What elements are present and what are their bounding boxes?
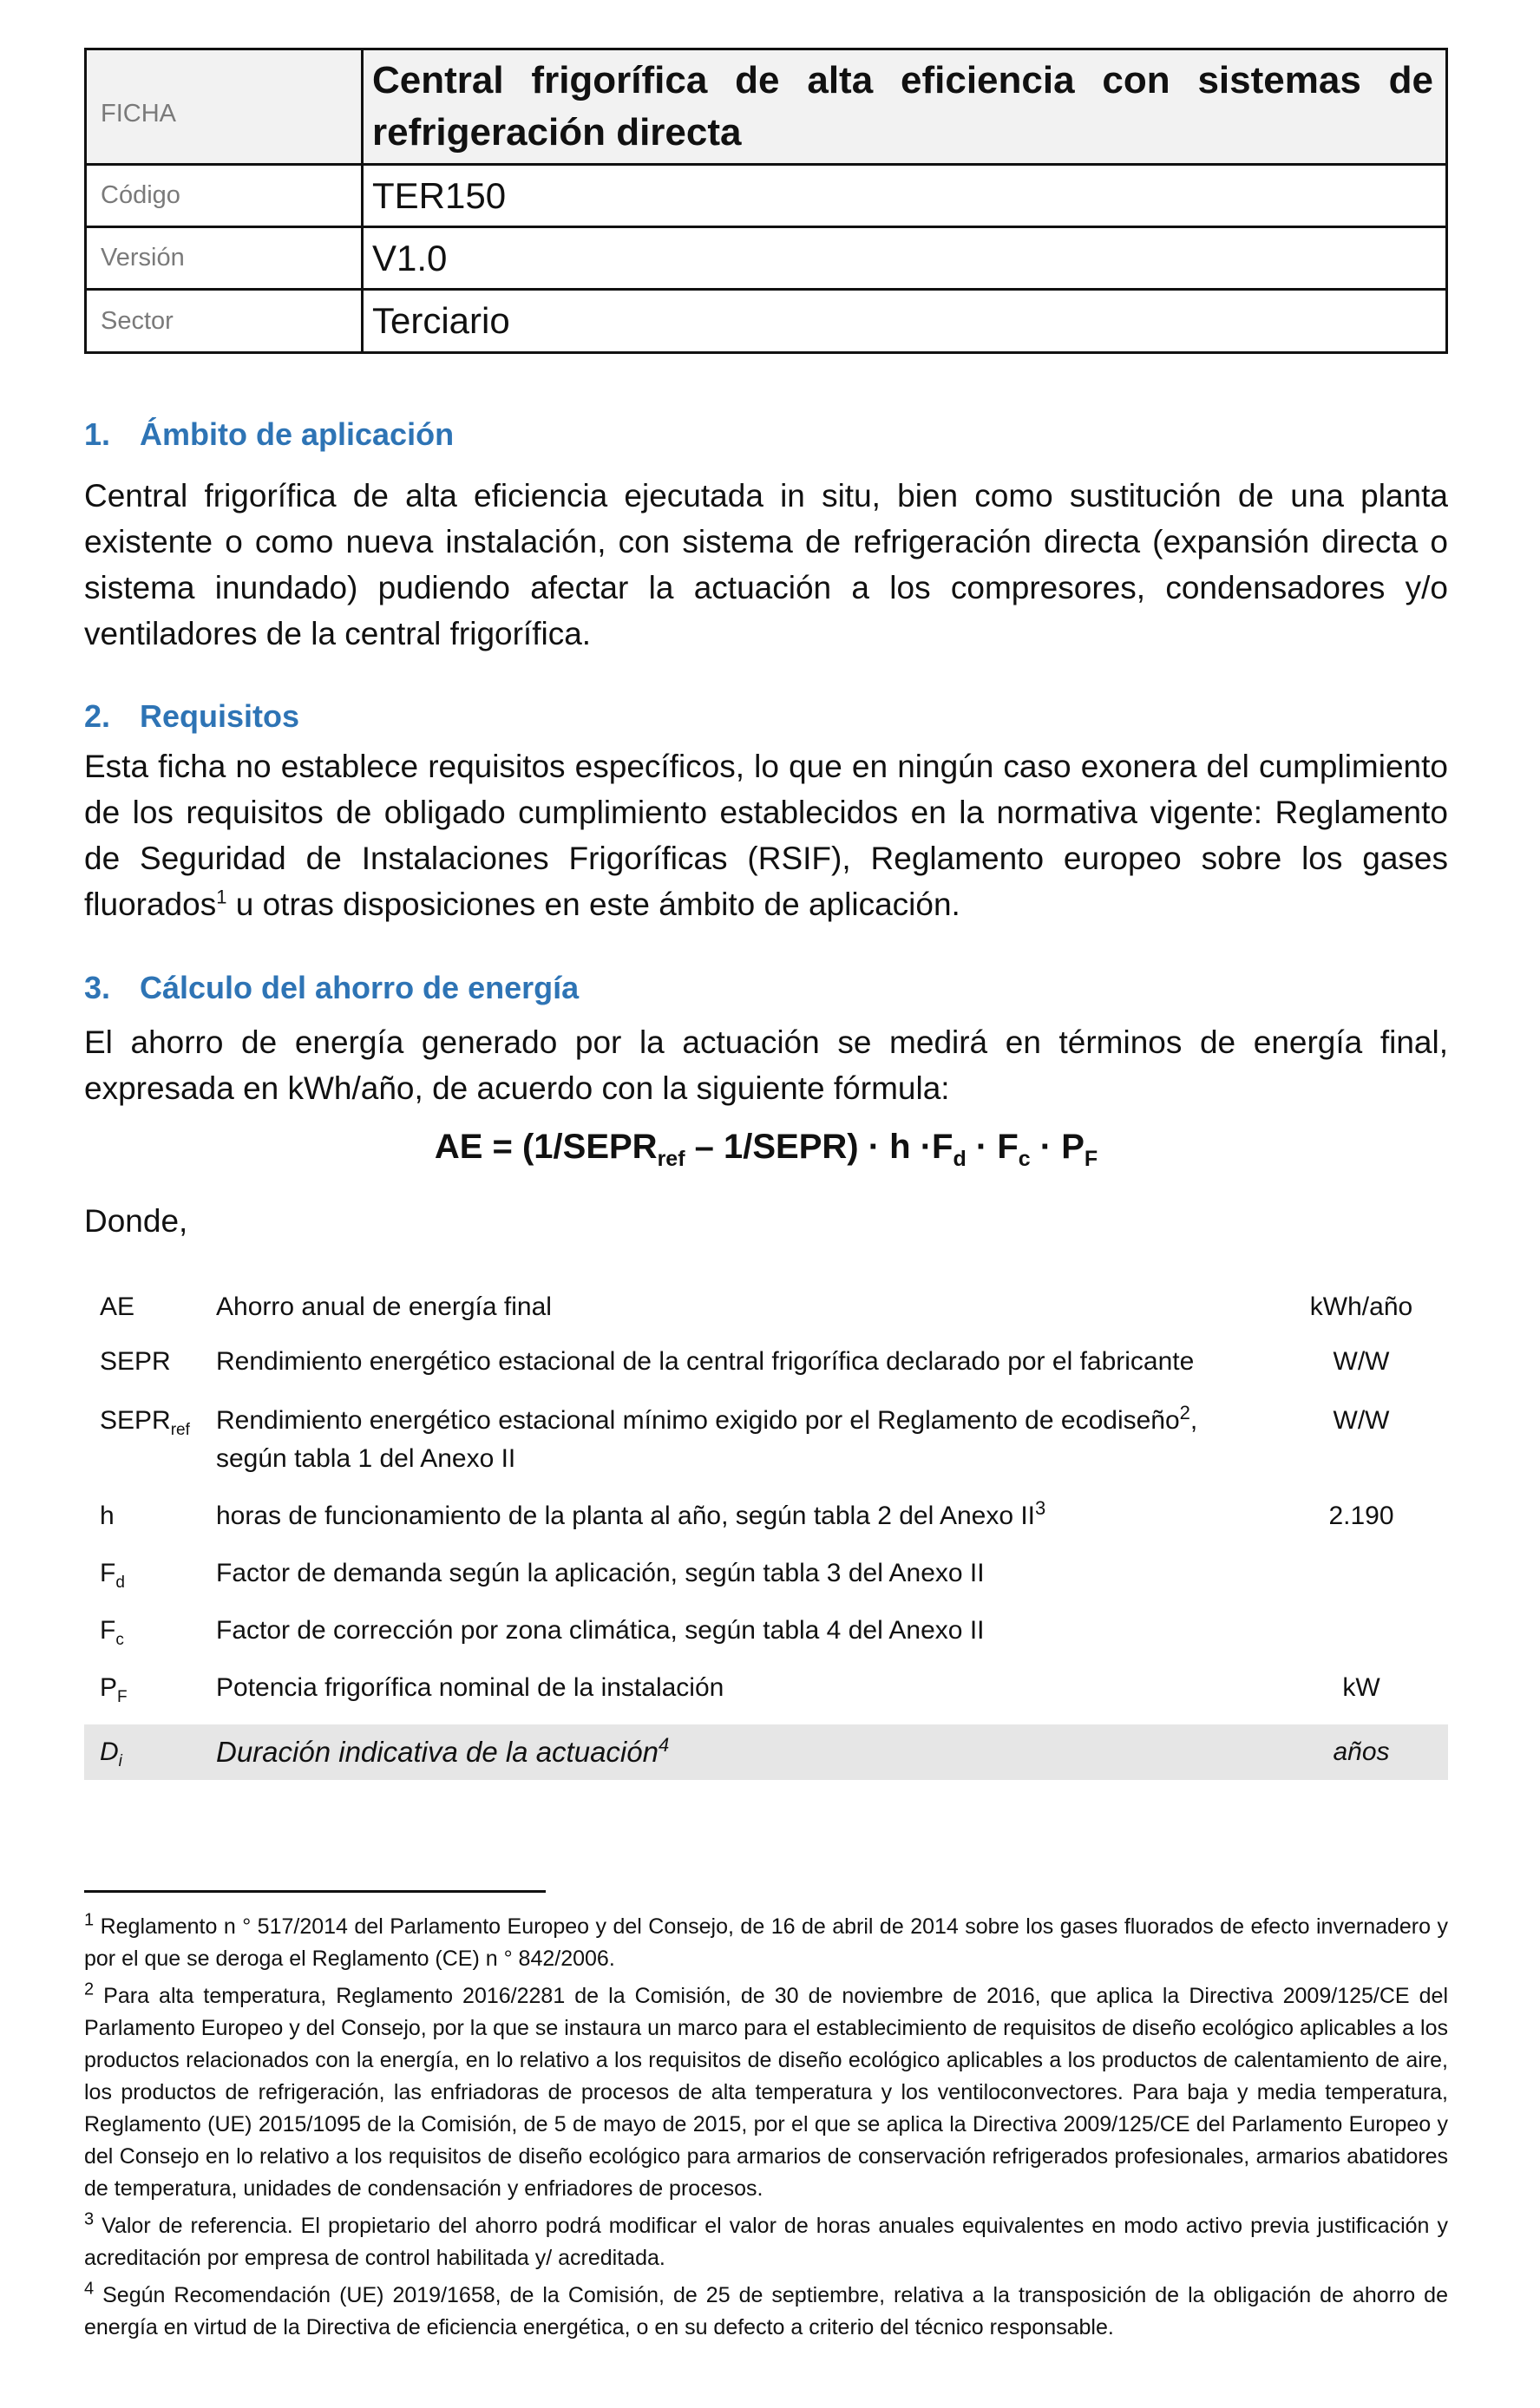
variable-symbol: $F_d$ [100,1559,125,1592]
ficha-title: Central frigorífica de alta eficiencia con sistemas de refrigeración directa [363,49,1447,165]
section-2-text [84,743,1448,927]
variable-row [84,1669,1448,1724]
variable-row [84,1554,1448,1612]
variable-description: Potencia frigorífica nominal de la instalación [216,1673,724,1702]
variable-symbol: $F_c$ [100,1616,124,1649]
section-1-heading [84,416,454,453]
codigo-label: Código [86,165,363,227]
footnote-ref-2[interactable]: 2 [1179,1402,1190,1423]
codigo-value: TER150 [363,165,1447,227]
variable-unit: W/W [1333,1406,1390,1435]
variable-description: Duración indicativa de la actuación$^4$ [216,1724,1275,1780]
variable-unit [1275,1554,1448,1612]
variable-description: Rendimiento energético estacional de la central frigorífica declarado por el fabricante [216,1347,1195,1376]
footnotes [84,1911,1448,2349]
variable-unit: W/W [1333,1347,1390,1376]
variable-symbol: $D_i$ [84,1724,216,1780]
variable-symbol: h [100,1502,115,1530]
savings-formula [84,1128,1448,1171]
footnote-ref-1[interactable]: 1 [216,886,227,908]
section-2-number: 2. [84,698,111,734]
variable-row [84,1402,1448,1497]
footnote-2: $^2$ Para alta temperatura, Reglamento 2016/2281 de la Comisión, de 30 de noviembre de 2016, que aplica la Directiva 2009/125/CE del Parlamento Europeo y del Consejo, por la que se instaura un marco para el establecimiento de requisitos de diseño ecológico aplicables a los productos relacionados con la energía, en lo relativo a los requisitos de diseño ecológico aplicables a los productos de calentamiento de aire, los productos de refrigeración, las enfriadoras de procesos de alta temperatura y los ventiloconvectores. Para baja y media temperatura, Reglamento (UE) 2015/1095 de la Comisión, de 5 de mayo de 2015, por el que se aplica la Directiva 2009/125/CE del Parlamento Europeo y del Consejo en lo relativo a los requisitos de diseño ecológico para armarios de conservación refrigerados profesionales, armarios abatidores de temperatura, unidades de condensación y enfriadores de procesos. [84,1979,1448,2201]
section-2-title: Requisitos [140,698,300,734]
variable-unit: kW [1342,1673,1380,1702]
variable-unit: 2.190 [1328,1502,1394,1530]
footnote-ref-3[interactable]: 3 [1035,1497,1046,1519]
variable-row-highlighted [84,1724,1448,1780]
formula-part-4: · P [1030,1128,1085,1166]
variables-table [84,1288,1448,1780]
version-label: Versión [86,227,363,290]
footnote-separator [84,1890,546,1893]
variable-unit: años [1275,1724,1448,1780]
variable-row [84,1288,1448,1343]
section-3-heading [84,970,579,1006]
formula-sub-d: d [953,1147,967,1171]
variable-symbol: $P_F$ [100,1673,128,1706]
version-value: V1.0 [363,227,1447,290]
ficha-row-codigo [86,165,1447,227]
variable-row [84,1612,1448,1669]
variable-symbol: $SEPR_{ref}$ [100,1406,190,1439]
formula-part-3: · F [966,1128,1019,1166]
ficha-row-title [86,49,1447,165]
variable-unit [1275,1612,1448,1669]
variable-description: Ahorro anual de energía final [216,1292,552,1321]
ficha-header-table [84,48,1448,354]
variable-description: Factor de corrección por zona climática, según tabla 4 del Anexo II [216,1616,985,1645]
footnote-ref-4[interactable]: 4 [658,1734,670,1756]
section-1-text: Central frigorífica de alta eficiencia ejecutada in situ, bien como sustitución de una planta existente o como nueva instalación, con sistema de refrigeración directa (expansión directa o sistema inundado) pudiendo afectar la actuación a los compresores, condensadores y/o ventiladores de la central frigorífica. [84,478,1448,651]
variable-description: Rendimiento energético estacional mínimo exigido por el Reglamento de ecodiseño$^2$, según tabla 1 del Anexo II [216,1402,1198,1473]
formula-sub-ref: ref [657,1147,685,1171]
formula-part-1: AE = (1/SEPR [434,1128,658,1166]
variable-symbol: AE [100,1292,135,1321]
variable-symbol: SEPR [100,1347,171,1376]
section-1-title: Ámbito de aplicación [140,416,455,452]
section-3-text: El ahorro de energía generado por la actuación se medirá en términos de energía final, expresada en kWh/año, de acuerdo con la siguiente fórmula: [84,1024,1448,1106]
sector-label: Sector [86,290,363,353]
footnote-1: $^1$ Reglamento n ° 517/2014 del Parlamento Europeo y del Consejo, de 16 de abril de 2014 sobre los gases fluorados de efecto invernadero y por el que se deroga el Reglamento (CE) n ° 842/2006. [84,1910,1448,1971]
variable-row [84,1497,1448,1554]
footnote-4: $^4$ Según Recomendación (UE) 2019/1658, de la Comisión, de 25 de septiembre, relativa a la transposición de la obligación de ahorro de energía en virtud de la Directiva de eficiencia energética, o en su defecto a criterio del técnico responsable. [84,2279,1448,2339]
sector-value: Terciario [363,290,1447,353]
formula-part-2: – 1/SEPR) · h ·F [685,1128,953,1166]
formula-sub-c: c [1018,1147,1031,1171]
formula-sub-f: F [1084,1147,1098,1171]
ficha-label: FICHA [86,49,363,165]
variable-unit: kWh/año [1309,1292,1413,1321]
section-2-heading [84,698,299,735]
variable-description: Factor de demanda según la aplicación, según tabla 3 del Anexo II [216,1559,985,1587]
variable-description: horas de funcionamiento de la planta al año, según tabla 2 del Anexo $II^3$ [216,1497,1046,1530]
section-2-text-after: u otras disposiciones en este ámbito de aplicación. [226,887,960,922]
footnote-3: $^3$ Valor de referencia. El propietario del ahorro podrá modificar el valor de horas anuales equivalentes en modo activo previa justificación y acreditación por empresa de control habilitada y/ acreditada. [84,2209,1448,2270]
ficha-row-version [86,227,1447,290]
ficha-row-sector [86,290,1447,353]
section-3-title: Cálculo del ahorro de energía [140,970,580,1005]
donde-label: Donde, [84,1203,188,1239]
section-3-number: 3. [84,970,111,1005]
section-1-number: 1. [84,416,111,452]
section-2-text-main: Esta ficha no establece requisitos específicos, lo que en ningún caso exonera del cumplimiento de los requisitos de obligado cumplimiento establecidos en la normativa vigente: Reglamento de Seguridad de Instalaciones Frigoríficas (RSIF), Reglamento europeo sobre los gases fluorados [84,749,1448,922]
variable-row [84,1343,1448,1402]
